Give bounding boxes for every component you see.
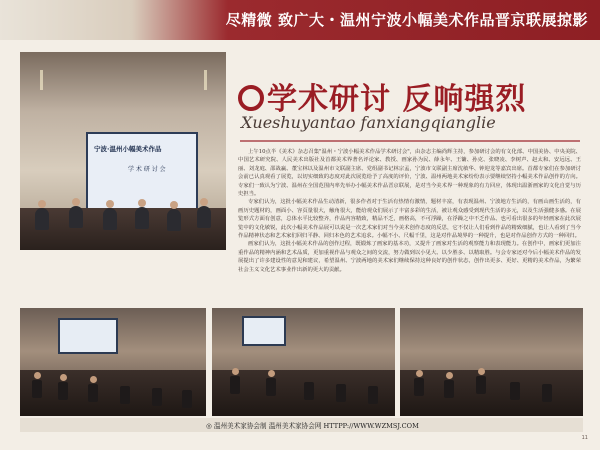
attendee-head [106,200,114,208]
floor [400,370,583,416]
photo-discussion-room [400,308,583,416]
divider [240,140,580,142]
attendee-head [72,198,80,206]
section-heading-text: 学术研讨 反响强烈 [267,82,527,117]
attendee [135,207,149,229]
chair [414,378,424,396]
screen-title: 宁波·温州小幅美术作品 [94,145,162,153]
chair [444,380,454,398]
attendee [69,206,83,228]
attendee-head [232,368,239,375]
page-title: 尽精微 致广大・温州宁波小幅美术作品晋京联展掠影 [225,11,588,29]
attendee [103,208,117,230]
projection-screen [242,316,286,346]
chair [266,378,276,396]
chair [182,390,192,408]
attendee-head [60,374,67,381]
chair [510,382,520,400]
attendee-head [90,376,97,383]
attendee-head [34,372,41,379]
wall-light [204,70,207,90]
attendee-head [170,201,178,209]
attendee-head [38,200,46,208]
photo-conference-table [212,308,395,416]
chair [88,384,98,402]
attendee-head [200,198,208,206]
chair [120,386,130,404]
attendee-head [416,370,423,377]
chair [58,382,68,400]
attendee-head [478,368,485,375]
attendee [35,208,49,230]
hero-photo [20,52,226,250]
attendee [197,206,211,228]
body-paragraph: 画家们认为，这批小幅美术作品的创作过程，既锻炼了画家的基本功，又提升了画家对生活的观察能力和表现能力。在创作中，画家们更加注重作品的精神内涵和艺术品质，更加重视作品与观众之间的交流，努力做到以小见大、以少胜多、以精取胜。与会专家还对今后小幅美术作品的发展提出了许多建设性的意见和建议，希望温州、宁波两地的美术家们继续保持这种良好的创作状态，创作出更多、更好、更精的美术作品，为繁荣社会主义文化艺术事业作出新的更大的贡献。 [238,241,581,273]
article-body [238,148,581,335]
body-paragraph: 上午10点半《美术》杂志召集"温州・宁波小幅美术作品学术研讨会"，由杂志主编尚辉主持，参加研讨会的有文化部、中国美协、中央美院、中国艺术研究院、人民美术出版社及首都美术界著名评论家、教授、画家孙为民、薛永年、王镛、孙克、张晓凌、李树声、赵太和、安远远、王丽、刘龙庭、邵战赢、董宝林以及温州市文联副主席、党组副书记林宗孟，宁波市文联副主席沈敏华、钟迎龙等嘉宾出席。首都专家们在参加研讨会前已认真观看了展览，以切实细致的态度对此次展览给予了高度的评价，宁波、温州两地美术家纷纷表示要继续坚持小幅美术作品创作的方向。专家们一致认为宁波、温州在全国范围内率先举办小幅美术作品晋京联展，是对当今美术界一种现象的有力回应，体现出温浙画家的文化自觉与历史担当。 [238,149,581,198]
chair [542,384,552,402]
circle-bullet-icon [238,85,264,111]
chair [304,382,314,400]
attendee-head [138,199,146,207]
wall-light [40,70,43,90]
chair [476,376,486,394]
chair [336,384,346,402]
projection-screen [58,318,118,354]
chair [152,388,162,406]
section-heading [238,74,526,118]
section-pinyin: Xueshuyantao fanxiangqianglie [241,113,496,132]
chair [230,376,240,394]
chair [368,386,378,404]
photo-meeting-hall [20,308,206,416]
attendee [167,209,181,231]
page-number: 11 [581,435,588,441]
chair [32,380,42,398]
footer-credit: ◎ 温州美术家协会制 温州美术家协会网 HTTPP://WWW.WZMSJ.COM [206,422,419,430]
attendee-head [446,372,453,379]
conference-table [20,208,226,250]
screen-subtitle: 学 术 研 讨 会 [128,166,166,173]
body-paragraph: 专家们认为，这批小幅美术作品生动清新，很多作者对于生活有热情有激情，题材丰富，有表现温州、宁波地方生活的，有画山画生活的，有画历史题材的，画面小、容页量很大，触角很大，能给观众们展示了丰富多彩的生活，被让观众感受到现代生活的多元，以及生活强健多感。在展览形式方面有创意，总体水平比较整齐，作品内容精致，精品不乏，画格高，不可浮躁，在浮躁之中不乏作品、也可看出很多的年轻画家在此次展览中的文化敏锐，此次小幅美术作品展可以说是一次艺术家们对当今美术创作态度的反思，它不仅让人们看到作品的精致细腻，也让人看到了当今作品精神状态和艺术家们回归平静、回归本色的艺术追求。小幅不小、尺幅千里，这是对作品境界的一种提升，也是对作品创作方式的一种回归。 [238,199,581,240]
floor [20,370,206,416]
attendee-head [268,370,275,377]
